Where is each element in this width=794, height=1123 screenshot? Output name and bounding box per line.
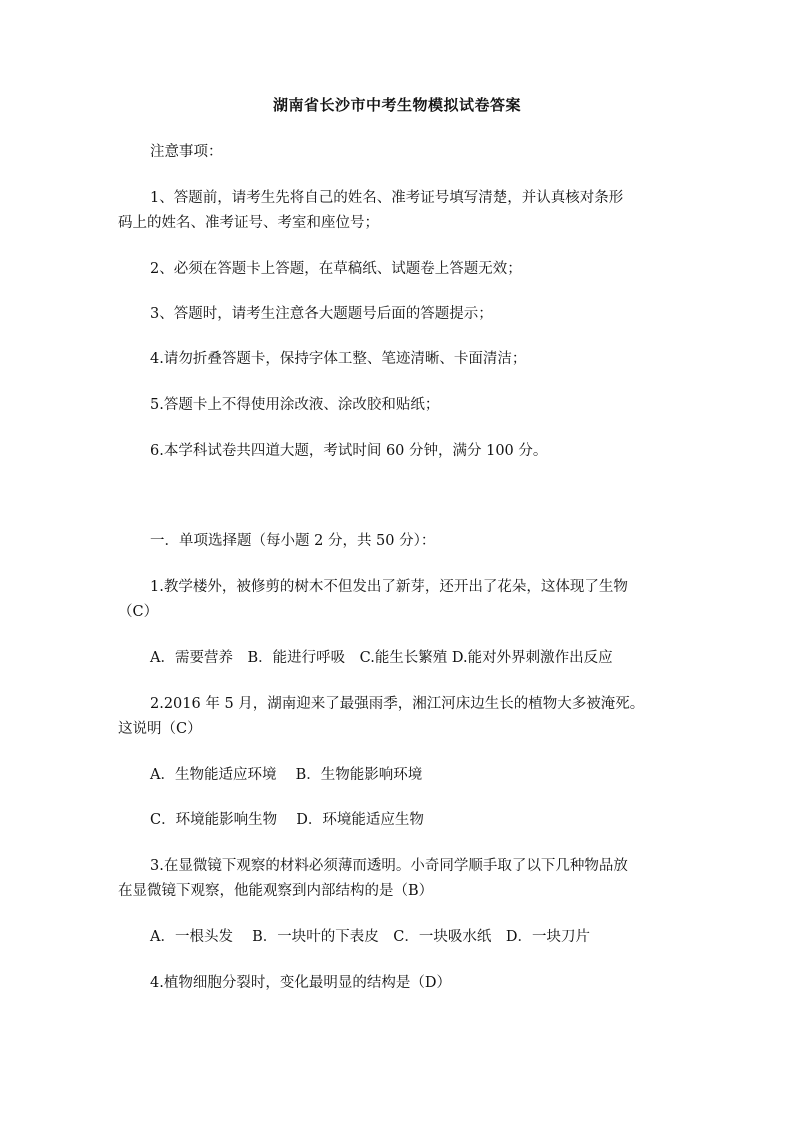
question-1-options: A．需要营养 B．能进行呼吸 C.能生长繁殖 D.能对外界刺激作出反应 xyxy=(150,650,613,666)
question-3-options: A．一根头发 B．一块叶的下表皮 C．一块吸水纸 D．一块刀片 xyxy=(150,929,590,945)
question-2-options-line1: A．生物能适应环境 B．生物能影响环境 xyxy=(150,767,423,783)
notice-1-line1: 1、答题前，请考生先将自己的姓名、准考证号填写清楚，并认真核对条形 xyxy=(150,190,624,206)
question-3-stem-line2: 在显微镜下观察，他能观察到内部结构的是（B） xyxy=(118,883,434,899)
notice-1-line2: 码上的姓名、准考证号、考室和座位号； xyxy=(118,215,379,231)
notice-6: 6.本学科试卷共四道大题，考试时间 60 分钟，满分 100 分。 xyxy=(150,443,548,459)
notice-2: 2、必须在答题卡上答题，在草稿纸、试题卷上答题无效； xyxy=(150,261,522,277)
notice-4: 4.请勿折叠答题卡，保持字体工整、笔迹清晰、卡面清洁； xyxy=(150,351,527,367)
question-3-stem-line1: 3.在显微镜下观察的材料必须薄而透明。小奇同学顺手取了以下几种物品放 xyxy=(150,858,628,874)
notice-5: 5.答题卡上不得使用涂改液、涂改胶和贴纸； xyxy=(150,397,440,413)
question-4-stem-line1: 4.植物细胞分裂时，变化最明显的结构是（D） xyxy=(150,975,451,991)
notice-heading: 注意事项： xyxy=(150,144,223,160)
notice-3: 3、答题时，请考生注意各大题题号后面的答题提示； xyxy=(150,306,493,322)
question-2-stem-line1: 2.2016 年 5 月，湖南迎来了最强雨季，湘江河床边生长的植物大多被淹死。 xyxy=(150,696,645,712)
document-title: 湖南省长沙市中考生物模拟试卷答案 xyxy=(272,96,521,114)
question-2-options-line2: C．环境能影响生物 D．环境能适应生物 xyxy=(150,812,424,828)
section-heading: 一．单项选择题（每小题 2 分，共 50 分）： xyxy=(150,533,436,549)
question-2-stem-line2: 这说明（C） xyxy=(118,721,202,737)
question-1-stem-line2: （C） xyxy=(118,604,159,620)
question-1-stem-line1: 1.教学楼外，被修剪的树木不但发出了新芽，还开出了花朵，这体现了生物 xyxy=(150,579,628,595)
